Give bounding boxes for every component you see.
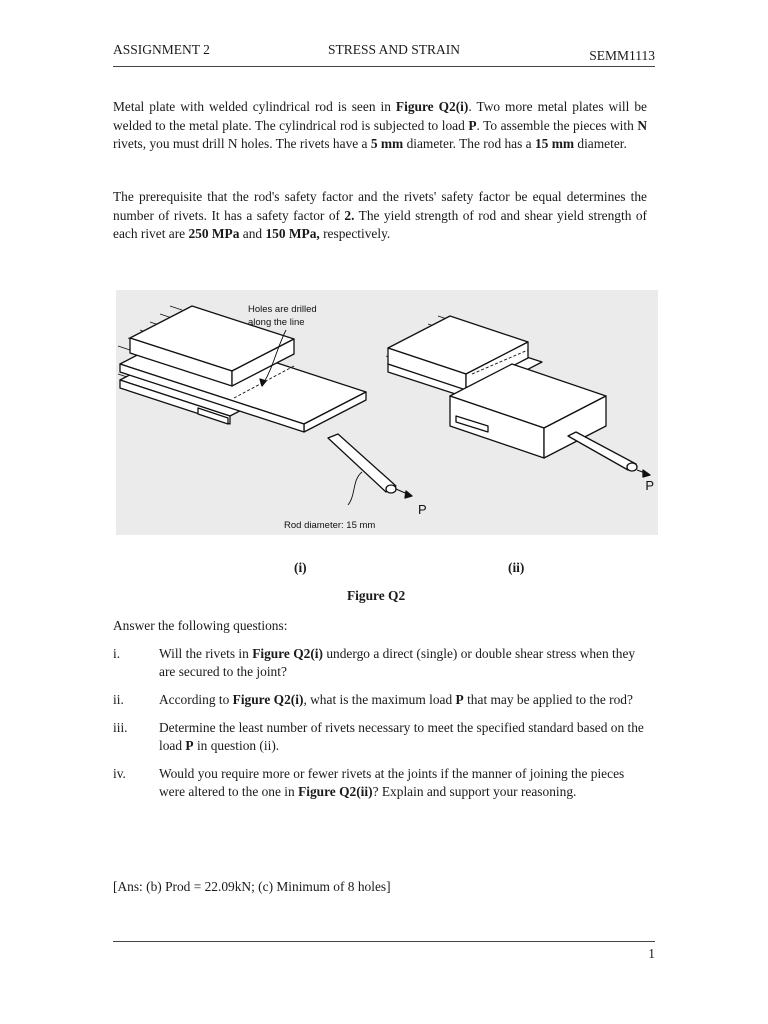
subfigure-label-ii: (ii) bbox=[508, 560, 525, 575]
bold-text-run: Figure Q2(ii) bbox=[298, 784, 373, 799]
header-course-code: SEMM1113 bbox=[589, 48, 655, 63]
bold-text-run: P bbox=[455, 692, 464, 707]
bold-text-run: Figure Q2(i) bbox=[395, 99, 469, 114]
text-run: Would you require more or fewer rivets at the joints if the manner of joining the pieces were altered to the one in bbox=[159, 766, 625, 799]
page-header bbox=[113, 42, 655, 64]
figure-caption: Figure Q2 bbox=[347, 588, 406, 603]
answer-key: [Ans: (b) Prod = 22.09kN; (c) Minimum of 8 holes] bbox=[113, 879, 391, 894]
holes-annotation-line2: along the line bbox=[248, 317, 305, 328]
text-run: Determine the least number of rivets necessary to meet the specified standard based on the load bbox=[159, 720, 644, 753]
text-run: Metal plate with welded cylindrical rod is seen in bbox=[113, 99, 396, 114]
question-number: i. bbox=[113, 646, 121, 661]
bold-text-run: 2. bbox=[344, 207, 355, 223]
text-run: , what is the maximum load bbox=[303, 692, 456, 707]
bold-text-run: 15 mm bbox=[534, 136, 575, 151]
intro-paragraph-1 bbox=[113, 98, 647, 154]
header-assignment: ASSIGNMENT 2 bbox=[113, 42, 210, 57]
rod-end-i bbox=[386, 485, 396, 493]
text-run: and bbox=[239, 226, 266, 241]
holes-annotation-line1: Holes are drilled bbox=[248, 304, 317, 315]
text-run: . Two more metal plates will be welded to the metal plate. The cylindrical rod is subjected to load bbox=[113, 99, 647, 133]
header-topic: STRESS AND STRAIN bbox=[328, 42, 461, 57]
bold-text-run: Figure Q2(i) bbox=[232, 692, 304, 707]
question-list bbox=[113, 645, 647, 811]
text-run: respectively. bbox=[319, 226, 391, 241]
text-run: rivets, you must drill N holes. The rivets have a bbox=[113, 136, 371, 151]
bold-text-run: Figure Q2(i) bbox=[252, 646, 323, 661]
question-number: ii. bbox=[113, 692, 124, 707]
load-label-i: P bbox=[418, 502, 427, 517]
question-item bbox=[113, 691, 647, 709]
text-run: that may be applied to the rod? bbox=[463, 692, 633, 707]
question-item bbox=[113, 719, 647, 755]
bold-text-run: 5 mm bbox=[370, 136, 404, 151]
page-number: 1 bbox=[648, 946, 655, 961]
question-item bbox=[113, 645, 647, 681]
rod-end-ii bbox=[627, 463, 637, 471]
bold-text-run: 250 MPa bbox=[188, 226, 240, 241]
text-run: The prerequisite that the rod's safety factor and the rivets' safety factor be equal determines the number of rivets. It has a safety factor of bbox=[113, 189, 647, 223]
text-run: diameter. bbox=[574, 136, 627, 151]
text-run: According to bbox=[159, 692, 233, 707]
bold-text-run: 150 MPa, bbox=[265, 226, 320, 241]
bold-text-run: N bbox=[637, 117, 647, 133]
text-run: . To assemble the pieces with bbox=[476, 117, 638, 133]
intro-paragraph-2 bbox=[113, 188, 647, 244]
text-run: Will the rivets in bbox=[159, 646, 253, 661]
rod-diameter-annotation: Rod diameter: 15 mm bbox=[284, 520, 376, 531]
figure-q2-drawing bbox=[116, 290, 658, 535]
load-label-ii: P bbox=[645, 478, 654, 493]
question-number: iii. bbox=[113, 720, 128, 735]
header-rule bbox=[113, 66, 655, 67]
text-run: undergo a direct (single) or double shear stress when they are secured to the joint? bbox=[159, 646, 636, 679]
bold-text-run: P bbox=[185, 738, 194, 753]
question-item bbox=[113, 765, 647, 801]
text-run: ? Explain and support your reasoning. bbox=[372, 784, 577, 799]
question-number: iv. bbox=[113, 766, 126, 781]
bold-text-run: P bbox=[468, 117, 477, 133]
subfigure-label-i: (i) bbox=[294, 560, 307, 575]
footer-rule bbox=[113, 941, 655, 942]
text-run: The yield strength of rod and shear yield strength of each rivet are bbox=[113, 207, 647, 241]
text-run: diameter. The rod has a bbox=[403, 136, 535, 151]
questions-intro: Answer the following questions: bbox=[113, 618, 288, 633]
text-run: in question (ii). bbox=[193, 738, 280, 753]
